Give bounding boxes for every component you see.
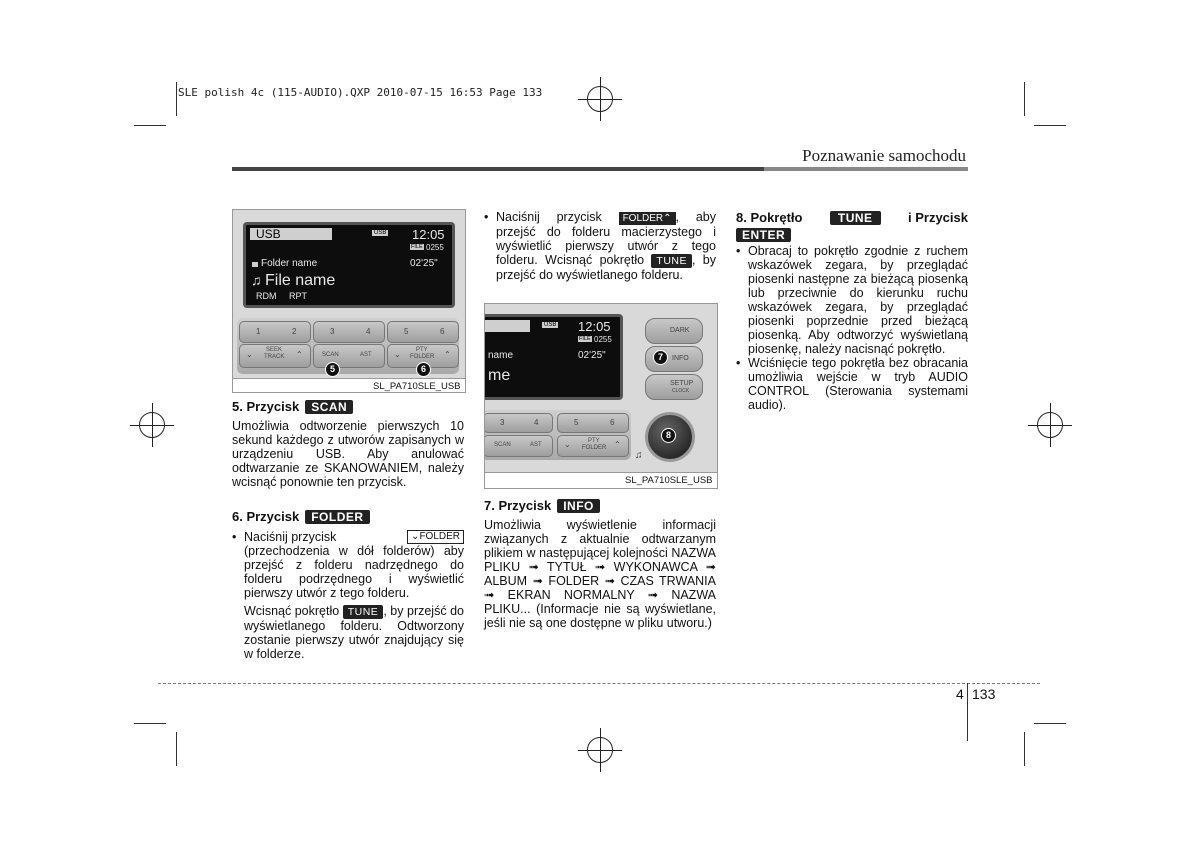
clock-label: CLOCK (672, 388, 690, 394)
folder-up-desc-2: , by przejść do wyświetlanego folderu. (496, 253, 717, 282)
lcd-rdm: RDM (256, 291, 277, 301)
registration-mark-left (139, 412, 165, 438)
folder-label: FOLDER (582, 445, 607, 451)
section-7 (484, 499, 716, 630)
lcd-file-tag: FILE (411, 244, 423, 250)
preset-label-5: 5 (404, 327, 409, 336)
track-label: TRACK (264, 354, 285, 360)
seek-label: SEEK (266, 347, 283, 353)
folder-up-list (484, 210, 716, 282)
preset-label-5: 5 (574, 418, 579, 427)
list-item: • Wciśnięcie tego pokrętła bez obracania umożliwia wejście w tryb AUDIO CONTROL (Sterowania systemami audio). (736, 356, 968, 412)
header-rule (232, 167, 968, 171)
page-number-divider (967, 683, 968, 741)
page-number: 133 (972, 686, 996, 702)
footer-rule (158, 683, 1040, 684)
section-6 (232, 510, 464, 661)
crop-mark (1034, 723, 1066, 724)
section-6-heading (232, 510, 464, 524)
pty-label: PTY (416, 347, 428, 353)
lcd-mode-bar: USB (250, 228, 332, 240)
preset-label-2: 2 (292, 327, 297, 336)
list-item (484, 210, 716, 282)
folder-up-desc: , aby przejść do folderu macierzystego i wyświetlić pierwszy utwór z tego folderu. Wcisnąć pokrętło (496, 210, 716, 267)
section-8 (736, 211, 968, 412)
crop-mark (134, 723, 166, 724)
lcd-file-name: File name (265, 272, 336, 289)
preset-key-5-6[interactable] (387, 321, 459, 343)
section-7-text: Umożliwia wyświetlenie informacji związanych z aktualnie odtwarzanym plikiem w następującej kolejności NAZWA PLIKU ➟ TYTUŁ ➟ WYKONAWCA ➟ ALBUM ➟ FOLDER ➟ CZAS TRWANIA ➟ EKRAN NORMALNY ➟ NAZWA PLIKU... (Informacje nie są wyświetlane, jeśli nie są one dostępne w pliku utworu.) (484, 518, 716, 630)
lcd-usb-badge: USB (374, 230, 387, 236)
section-5-text: Umożliwia odtworzenie pierwszych 10 sekund każdego z utworów zapisanych w urządzeniu USB. Aby anulować odtwarzanie ze SKANOWANIEM, należy wcisnąć ponownie ten przycisk. (232, 419, 464, 489)
section-5 (232, 400, 464, 489)
print-slug: SLE polish 4c (115-AUDIO).QXP 2010-07-15 16:53 Page 133 (178, 86, 543, 99)
callout-8: 8 (661, 428, 676, 443)
music-note-icon: ♫ (251, 272, 262, 288)
section-5-title: 5. Przycisk (232, 399, 300, 414)
folder-up-button (619, 212, 676, 225)
chevron-up-icon: ⌃ (296, 350, 303, 359)
lcd-rpt: RPT (289, 291, 307, 301)
preset-key-1-2[interactable] (239, 321, 311, 343)
figure-caption: SL_PA710SLE_USB (625, 475, 713, 486)
preset-key-5-6[interactable] (557, 413, 629, 433)
preset-label-6: 6 (610, 418, 615, 427)
ast-label: AST (530, 442, 542, 448)
section-6-text-3: , by przejść do wyświetlanego folderu. Odtworzony zostanie pierwszy utwór znajdujący się w folderze. (244, 604, 464, 661)
button-panel (484, 410, 631, 460)
list-item: • Obracaj to pokrętło zgodnie z ruchem wskazówek zegara, by przeglądać piosenki następne za bieżącą piosenką lub przeciwnie do kierunku ruchu wskazówek zegara, by przeglądać piosenki poprzednie przed bieżącą piosenką. Aby odtworzyć wyświetlaną piosenkę, należy nacisnąć pokrętło. (736, 244, 968, 356)
ast-label: AST (360, 352, 372, 358)
section-7-heading (484, 499, 716, 513)
lcd-file-tag: FILE (579, 336, 591, 342)
info-button-badge: INFO (557, 499, 600, 513)
lcd-screen (484, 314, 623, 400)
callout-7: 7 (653, 350, 668, 365)
tune-button-badge: TUNE (830, 211, 881, 225)
crop-mark (1034, 125, 1066, 126)
press-text: • Naciśnij przycisk (244, 530, 337, 544)
list-item (232, 530, 464, 661)
chevron-up-icon: ⌃ (444, 350, 451, 359)
pty-label: PTY (588, 438, 600, 444)
callout-5: 5 (325, 362, 340, 377)
crop-mark (1024, 732, 1025, 766)
chevron-down-icon: ⌄ (394, 350, 401, 359)
preset-label-1: 1 (256, 327, 261, 336)
section-8-title-2: i Przycisk (907, 210, 968, 225)
registration-mark-bottom (587, 737, 613, 763)
lcd-folder-name: Folder name (261, 258, 318, 269)
preset-key-3-4[interactable] (313, 321, 385, 343)
section-8-title: 8. Pokrętło (736, 210, 803, 225)
preset-label-3: 3 (330, 327, 335, 336)
dark-label: DARK (670, 327, 690, 334)
section-title: Poznawanie samochodu (802, 146, 966, 165)
folder-down-button (407, 530, 464, 544)
lcd-file-number: 0255 (594, 335, 612, 344)
figure-usb-player (232, 209, 466, 393)
registration-mark-right (1037, 412, 1063, 438)
preset-label-4: 4 (534, 418, 539, 427)
info-label: INFO (672, 355, 689, 362)
scan-label: SCAN (322, 352, 339, 358)
preset-label-4: 4 (366, 327, 371, 336)
lcd-usb-badge: USB (544, 322, 557, 328)
registration-mark-top (587, 86, 613, 112)
crop-mark (134, 125, 166, 126)
lcd-file-number: 0255 (426, 243, 444, 252)
section-6-text-1: (przechodzenia w dół folderów) aby przejść z folderu nadrzędnego do folderu podrzędnego i wyświetlić pierwszy utwór z tego folderu. (244, 544, 464, 600)
lcd-play-time: 02'25" (578, 350, 606, 361)
section-8-heading (736, 211, 968, 225)
section-7-title: 7. Przycisk (484, 498, 552, 513)
preset-label-3: 3 (500, 418, 505, 427)
folder-up-label: FOLDER (622, 213, 664, 224)
section-5-heading (232, 400, 464, 414)
scan-button-badge: SCAN (305, 400, 353, 414)
callout-6: 6 (416, 362, 431, 377)
lcd-play-time: 02'25" (410, 258, 438, 269)
enter-button-badge: ENTER (736, 228, 791, 242)
setup-label: SETUP (670, 380, 694, 387)
seek-track-key[interactable] (239, 344, 311, 368)
chevron-up-icon: ⌃ (663, 213, 672, 224)
scan-key[interactable] (313, 344, 385, 368)
crop-mark (1024, 82, 1025, 116)
tune-button-badge: TUNE (343, 605, 384, 619)
chevron-down-icon: ⌄ (246, 350, 253, 359)
press-text: Naciśnij przycisk (496, 210, 602, 224)
figure-caption: SL_PA710SLE_USB (373, 381, 461, 392)
folder-up-text (484, 210, 716, 282)
tune-button-badge: TUNE (651, 254, 692, 268)
lcd-screen (243, 222, 455, 308)
lcd-file-name: me (488, 367, 511, 384)
section-6-title: 6. Przycisk (232, 509, 300, 524)
pty-folder-key[interactable] (557, 435, 629, 457)
crop-mark (176, 732, 177, 766)
lcd-mode-bar (484, 320, 530, 332)
crop-mark (176, 82, 177, 116)
folder-icon (252, 262, 258, 267)
scan-label: SCAN (494, 442, 511, 448)
lcd-folder-name: name (488, 350, 514, 361)
tune-press-text: Wcisnąć pokrętło (244, 604, 340, 618)
chapter-number: 4 (956, 686, 964, 702)
chevron-up-icon: ⌃ (614, 440, 621, 449)
folder-label: FOLDER (410, 354, 435, 360)
chevron-down-icon: ⌄ (564, 440, 571, 449)
setup-clock-button[interactable] (645, 374, 703, 400)
lcd-clock: 12:05 (412, 227, 445, 242)
folder-down-label: FOLDER (419, 531, 460, 542)
music-note-icon: ♫ (635, 450, 643, 461)
section-6-list (232, 530, 464, 661)
dark-button[interactable] (645, 318, 703, 344)
chevron-down-icon: ⌄ (411, 531, 420, 542)
preset-label-6: 6 (440, 327, 445, 336)
preset-key-3-4[interactable] (484, 413, 553, 433)
section-8-list (736, 244, 968, 412)
lcd-clock: 12:05 (578, 319, 611, 334)
section-6-text-2 (244, 604, 464, 661)
folder-button-badge: FOLDER (305, 510, 369, 524)
figure-info-tune (484, 303, 718, 489)
scan-key[interactable] (484, 435, 553, 457)
